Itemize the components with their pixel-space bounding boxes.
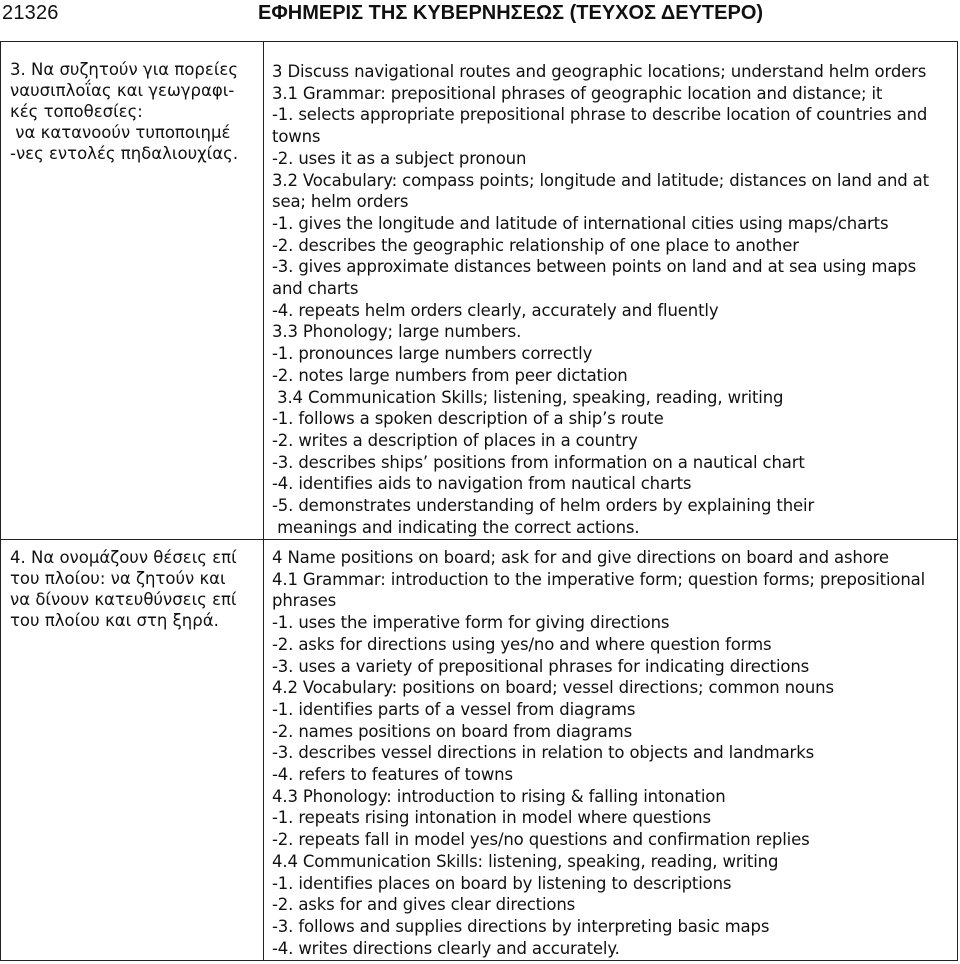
text-line: 4.3 Phonology: introduction to rising & falling intonation [272,786,726,806]
text-line: 4.1 Grammar: introduction to the imperative form; question forms; prepositional [272,569,926,589]
text-line: -1. follows a spoken description of a ship’s route [272,409,664,429]
text-line: να κατανοούν τυποποιημέ [10,123,231,142]
text-line: -5. demonstrates understanding of helm orders by explaining their [272,496,815,516]
text-line: meanings and indicating the correct actions. [272,517,640,537]
text-line: -3. gives approximate distances between points on land and at sea using maps [272,257,917,277]
text-line: -νες εντολές πηδαλιουχίας. [10,144,239,163]
text-line: 4 Name positions on board; ask for and give directions on board and ashore [272,548,889,567]
text-line: -1. identifies places on board by listening to descriptions [272,873,732,893]
text-line: -3. describes vessel directions in relation to objects and landmarks [272,743,815,763]
text-line: phrases [272,591,337,611]
row-4-objective-greek [10,547,258,631]
text-line: 3 Discuss navigational routes and geographic locations; understand helm orders [272,62,927,81]
row-4-spec-english [272,547,952,959]
text-line: -2. writes a description of places in a country [272,430,638,450]
text-line: 3.4 Communication Skills; listening, speaking, reading, writing [272,387,784,407]
text-line: -3. describes ships’ positions from information on a nautical chart [272,452,805,472]
column-divider [263,42,264,960]
text-line: -1. identifies parts of a vessel from diagrams [272,699,636,719]
text-line: -2. uses it as a subject pronoun [272,148,527,168]
text-line: towns [272,127,321,147]
row-3-spec-english [272,61,952,538]
text-line: -4. repeats helm orders clearly, accurately and fluently [272,300,719,320]
text-line: του πλοίου: να ζητούν και [10,569,226,588]
row-divider [1,539,957,540]
text-line: -3. follows and supplies directions by interpreting basic maps [272,916,770,936]
text-line: 3. Να συζητούν για πορείες [10,60,239,79]
text-line: να δίνουν κατευθύνσεις επί [10,590,237,609]
text-line: -2. repeats fall in model yes/no questions and confirmation replies [272,830,810,850]
text-line: 3.1 Grammar: prepositional phrases of geographic location and distance; it [272,83,883,103]
content-table [0,41,958,961]
text-line: -3. uses a variety of prepositional phrases for indicating directions [272,656,810,676]
text-line: -1. uses the imperative form for giving directions [272,613,670,633]
page-number: 21326 [2,2,59,24]
text-line: ναυσιπλοΐας και γεωγραφι- [10,81,235,100]
text-line: -2. asks for and gives clear directions [272,895,576,915]
text-line: -4. writes directions clearly and accurately. [272,938,620,958]
text-line: 3.3 Phonology; large numbers. [272,322,522,342]
text-line: -1. gives the longitude and latitude of international cities using maps/charts [272,213,889,233]
text-line: 4.4 Communication Skills: listening, speaking, reading, writing [272,851,779,871]
text-line: -1. repeats rising intonation in model where questions [272,808,711,828]
text-line: -4. identifies aids to navigation from nautical charts [272,474,692,494]
text-line: -2. names positions on board from diagrams [272,721,633,741]
text-line: 3.2 Vocabulary: compass points; longitude and latitude; distances on land and at [272,170,929,190]
text-line: -2. asks for directions using yes/no and where question forms [272,634,772,654]
gazette-title: ΕΦΗΜΕΡΙΣ ΤΗΣ ΚΥΒΕΡΝΗΣΕΩΣ (ΤΕΥΧΟΣ ΔΕΥΤΕΡΟ) [258,2,764,24]
text-line: κές τοποθεσίες: [10,102,143,121]
text-line: του πλοίου και στη ξηρά. [10,611,219,630]
page-header [0,0,960,34]
row-3-objective-greek [10,59,258,164]
text-line: 4. Να ονομάζουν θέσεις επί [10,548,237,567]
text-line: sea; helm orders [272,192,409,212]
text-line: -2. notes large numbers from peer dictation [272,365,628,385]
text-line: -4. refers to features of towns [272,765,513,785]
text-line: -1. pronounces large numbers correctly [272,344,593,364]
text-line: 4.2 Vocabulary: positions on board; vessel directions; common nouns [272,678,834,698]
text-line: and charts [272,279,359,299]
text-line: -2. describes the geographic relationship of one place to another [272,235,799,255]
text-line: -1. selects appropriate prepositional phrase to describe location of countries and [272,105,928,125]
